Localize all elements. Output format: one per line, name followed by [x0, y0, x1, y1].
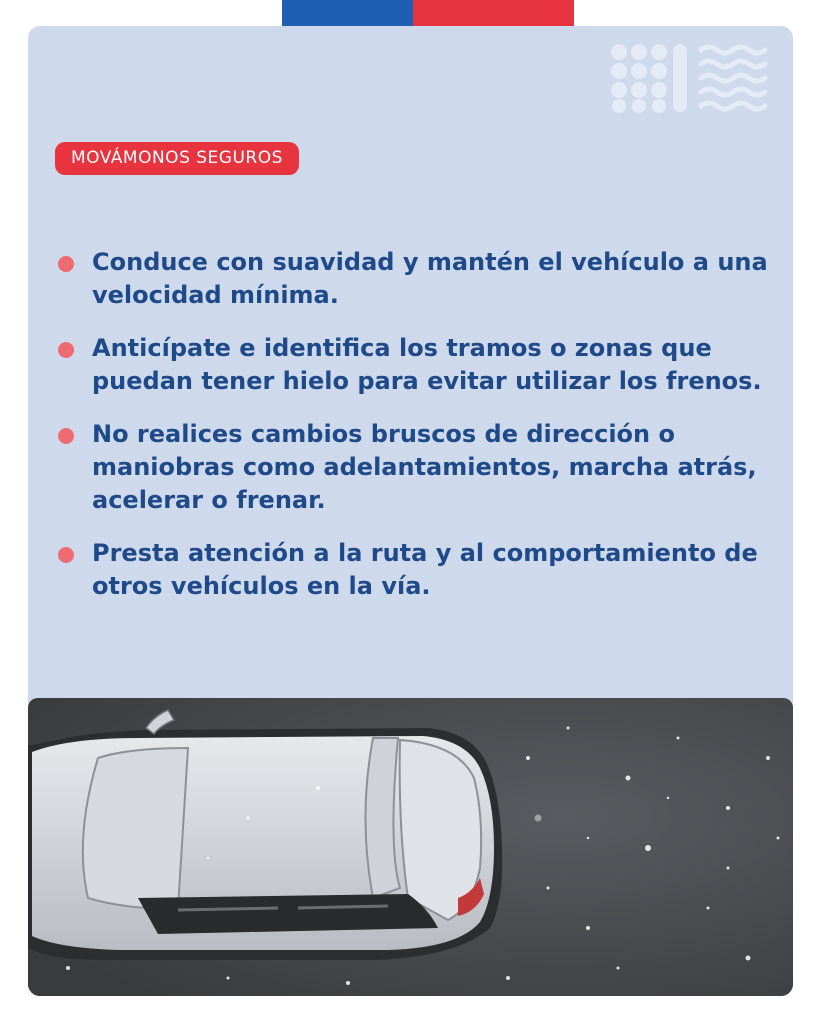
tip-item: [58, 537, 783, 603]
tip-item: [58, 246, 783, 312]
section-tag: MOVÁMONOS SEGUROS: [55, 142, 299, 175]
tip-item: [58, 332, 783, 398]
snow-covered-car-image: [28, 698, 793, 996]
weather-pattern-icon: [609, 42, 779, 114]
bullet-dot-icon: [58, 342, 74, 358]
bullet-dot-icon: [58, 547, 74, 563]
content-card: [28, 26, 793, 996]
tip-text: Presta atención a la ruta y al comportamiento de otros vehículos en la vía.: [92, 539, 758, 600]
tip-text: Conduce con suavidad y mantén el vehículo a una velocidad mínima.: [92, 248, 768, 309]
tip-item: [58, 418, 783, 517]
bullet-dot-icon: [58, 256, 74, 272]
tips-list: [58, 246, 783, 623]
bullet-dot-icon: [58, 428, 74, 444]
tip-text: No realices cambios bruscos de dirección o maniobras como adelantamientos, marcha atrás, acelerar o frenar.: [92, 420, 757, 514]
tip-text: Anticípate e identifica los tramos o zonas que puedan tener hielo para evitar utilizar los frenos.: [92, 334, 762, 395]
car-illustration: [28, 698, 793, 996]
